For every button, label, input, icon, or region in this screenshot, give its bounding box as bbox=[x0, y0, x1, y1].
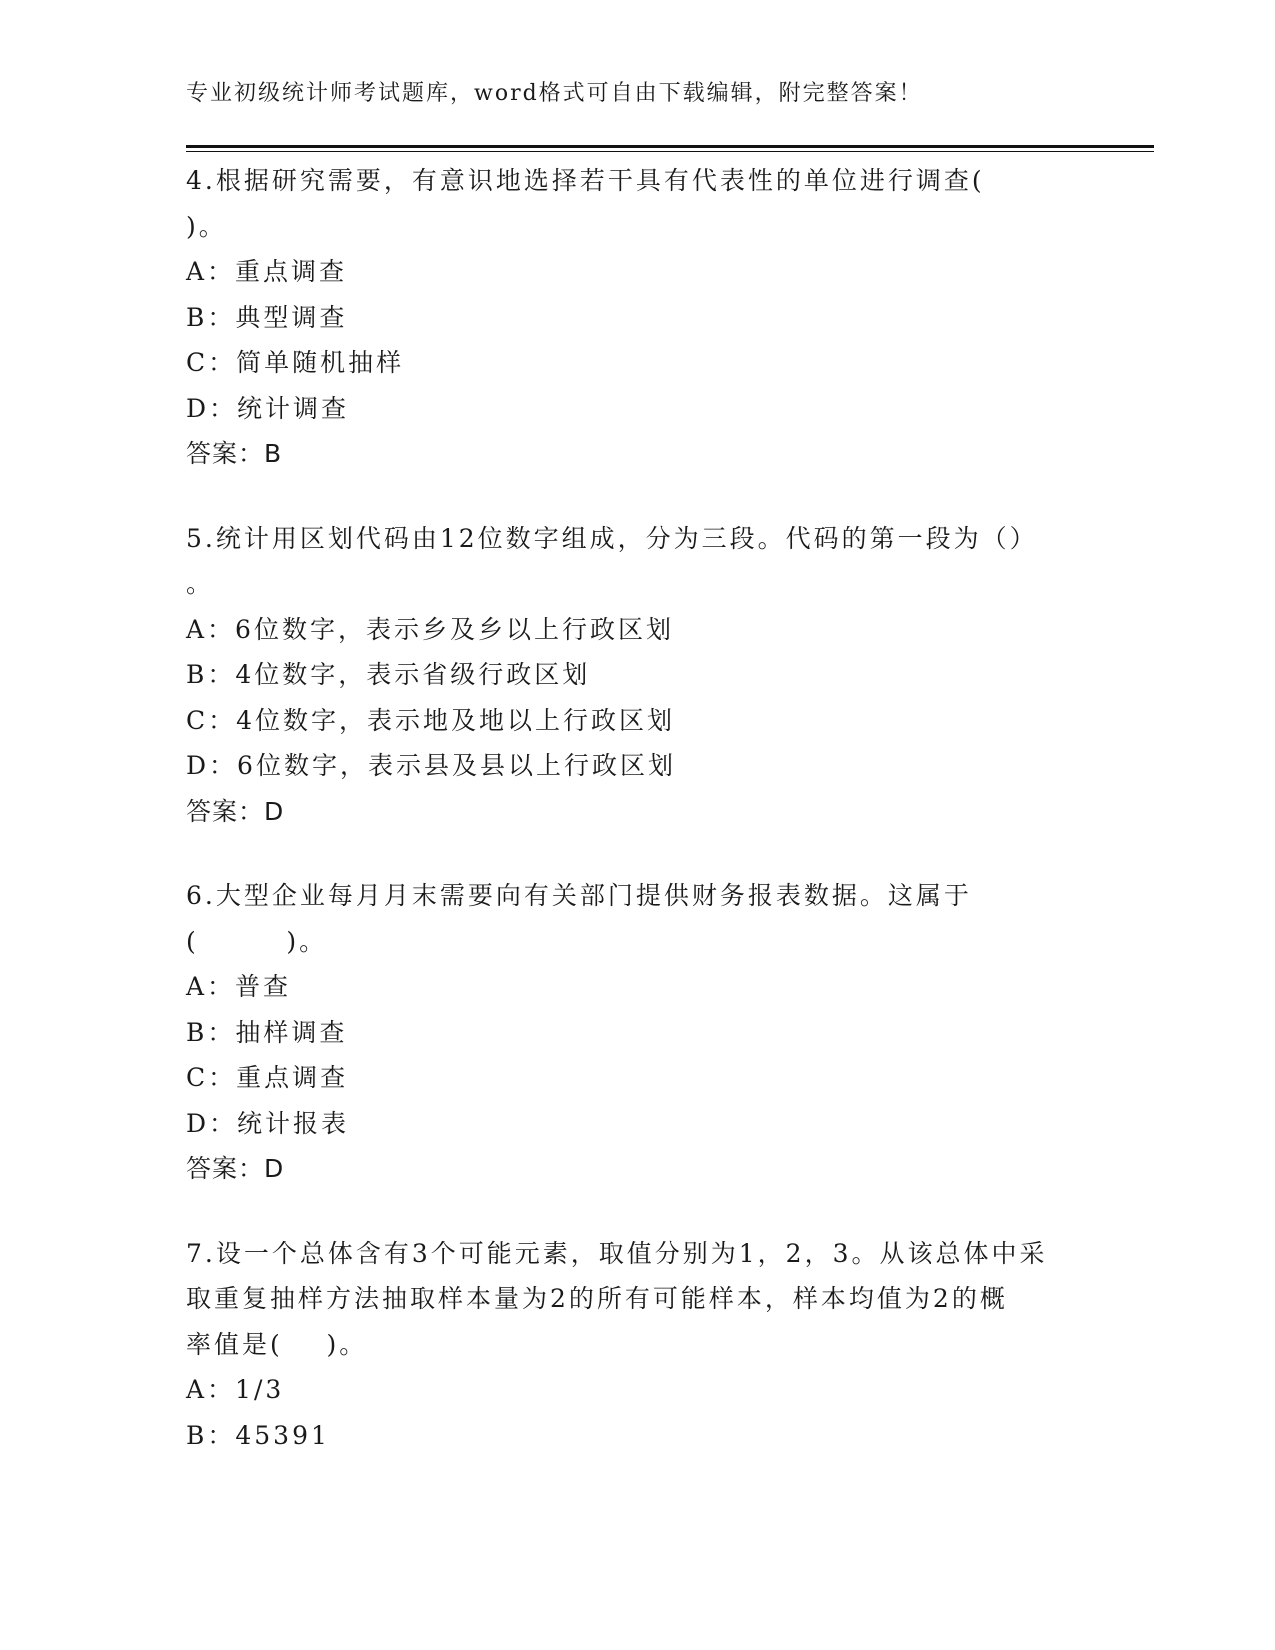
answer-option: A：普查 bbox=[186, 972, 292, 1001]
answer-option: B：典型调查 bbox=[186, 302, 348, 332]
header-rule-thick bbox=[186, 145, 1154, 148]
answer-option: A：6位数字，表示乡及乡以上行政区划 bbox=[186, 614, 674, 644]
answer-option: A：1/3 bbox=[186, 1375, 285, 1404]
question-stem-line: )。 bbox=[186, 211, 227, 241]
question-stem-line: 5.统计用区划代码由12位数字组成，分为三段。代码的第一段为（） bbox=[186, 523, 1038, 553]
answer-option: D：6位数字，表示县及县以上行政区划 bbox=[186, 751, 676, 780]
answer-key: 答案：B bbox=[186, 439, 283, 468]
answer-option: B：45391 bbox=[186, 1420, 330, 1450]
answer-key: 答案：D bbox=[186, 796, 285, 826]
answer-option: C：4位数字，表示地及地以上行政区划 bbox=[186, 705, 676, 735]
answer-option: C：重点调查 bbox=[186, 1063, 349, 1092]
question-block bbox=[186, 873, 1086, 1192]
question-block bbox=[186, 1231, 1086, 1459]
answer-option: B：4位数字，表示省级行政区划 bbox=[186, 660, 591, 689]
page-header: 专业初级统计师考试题库，word格式可自由下载编辑，附完整答案！ bbox=[186, 81, 923, 106]
question-stem-line: 4.根据研究需要，有意识地选择若干具有代表性的单位进行调查( bbox=[186, 166, 985, 195]
question-stem-line: 7.设一个总体含有3个可能元素，取值分别为1，2，3。从该总体中采 bbox=[186, 1238, 1048, 1268]
question-stem-line: 6.大型企业每月月末需要向有关部门提供财务报表数据。这属于 bbox=[186, 881, 972, 910]
answer-option: D：统计调查 bbox=[186, 393, 350, 423]
answer-option: B：抽样调查 bbox=[186, 1017, 348, 1047]
question-stem-line: 率值是( )。 bbox=[186, 1329, 368, 1359]
answer-option: D：统计报表 bbox=[186, 1108, 350, 1138]
question-stem-line: 。 bbox=[186, 569, 215, 598]
answer-option: C：简单随机抽样 bbox=[186, 348, 405, 377]
question-list bbox=[186, 158, 1086, 1497]
question-block bbox=[186, 158, 1086, 477]
answer-key: 答案：D bbox=[186, 1154, 285, 1183]
question-block bbox=[186, 516, 1086, 835]
question-stem-line: ( )。 bbox=[186, 926, 328, 956]
question-stem-line: 取重复抽样方法抽取样本量为2的所有可能样本，样本均值为2的概 bbox=[186, 1284, 1008, 1313]
header-rule-thin bbox=[186, 151, 1154, 152]
answer-option: A：重点调查 bbox=[186, 257, 348, 286]
